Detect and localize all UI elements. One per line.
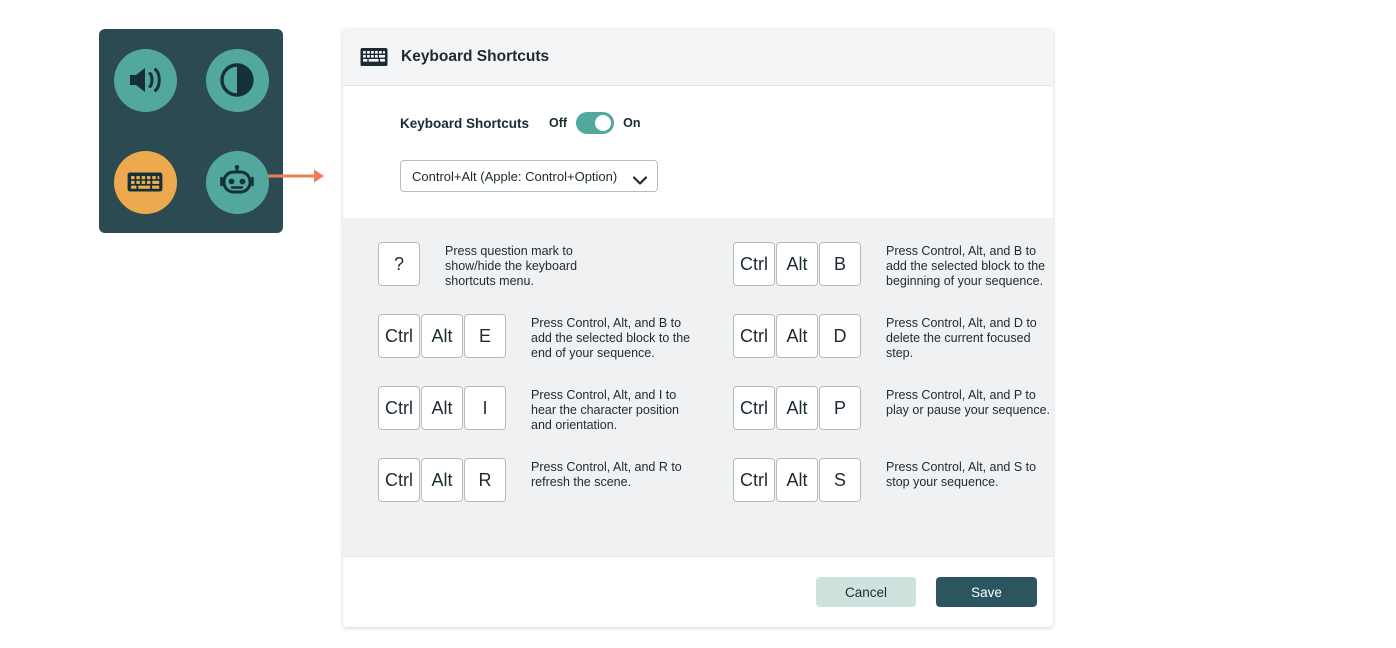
key-cap: Ctrl — [733, 242, 775, 286]
shortcut-item — [378, 458, 698, 506]
keyboard-shortcuts-toggle-row — [400, 112, 1053, 134]
shortcut-description: Press Control, Alt, and S to stop your sequence. — [886, 460, 1037, 489]
key-cap: Ctrl — [733, 458, 775, 502]
dialog-footer — [343, 556, 1053, 627]
chevron-down-icon — [633, 172, 647, 181]
keyboard-icon — [360, 47, 388, 67]
toggle-on-label: On — [623, 116, 641, 130]
shortcut-keys — [733, 314, 861, 358]
key-cap: R — [464, 458, 506, 502]
key-cap: P — [819, 386, 861, 430]
shortcut-description: Press Control, Alt, and P to play or pause your sequence. — [886, 388, 1050, 417]
switch-knob — [595, 115, 611, 131]
volume-button[interactable] — [114, 49, 177, 112]
key-cap: Alt — [776, 386, 818, 430]
modifier-key-select[interactable] — [400, 160, 658, 192]
shortcut-item — [378, 242, 698, 290]
shortcuts-list-area — [343, 218, 1053, 556]
key-cap: Ctrl — [378, 458, 420, 502]
key-cap: Alt — [421, 386, 463, 430]
shortcut-description: Press Control, Alt, and R to refresh the scene. — [531, 460, 682, 489]
shortcut-description: Press Control, Alt, and I to hear the character position and orientation. — [531, 388, 680, 432]
shortcut-description: Press Control, Alt, and D to delete the current focused step. — [886, 316, 1037, 360]
modifier-key-select-value: Control+Alt (Apple: Control+Option) — [412, 168, 618, 184]
shortcut-keys — [378, 386, 506, 430]
key-cap: Alt — [776, 314, 818, 358]
shortcut-keys — [378, 242, 420, 286]
shortcut-item — [378, 314, 698, 362]
pointer-arrow-icon — [268, 168, 328, 184]
dialog-title: Keyboard Shortcuts — [401, 48, 550, 65]
shortcut-keys — [733, 458, 861, 502]
character-button[interactable] — [206, 151, 269, 214]
keyboard-shortcuts-dialog — [343, 29, 1053, 627]
shortcut-keys — [733, 386, 861, 430]
shortcuts-column-left — [343, 242, 698, 530]
keyboard-shortcuts-switch[interactable] — [576, 112, 614, 134]
save-button[interactable]: Save — [936, 577, 1037, 607]
key-cap: D — [819, 314, 861, 358]
cancel-button[interactable]: Cancel — [816, 577, 916, 607]
key-cap: S — [819, 458, 861, 502]
key-cap: Alt — [421, 458, 463, 502]
shortcut-item — [733, 242, 1053, 290]
key-cap: E — [464, 314, 506, 358]
key-cap: Ctrl — [378, 314, 420, 358]
shortcut-item — [733, 458, 1053, 506]
key-cap: Alt — [421, 314, 463, 358]
volume-icon — [126, 64, 164, 96]
robot-icon — [219, 165, 255, 199]
shortcut-keys — [378, 314, 506, 358]
key-cap: Alt — [776, 242, 818, 286]
key-cap: Alt — [776, 458, 818, 502]
shortcut-description: Press Control, Alt, and B to add the selected block to the end of your sequence. — [531, 316, 691, 360]
shortcut-description: Press question mark to show/hide the keyboard shortcuts menu. — [445, 244, 578, 288]
toggle-off-label: Off — [549, 116, 568, 130]
contrast-button[interactable] — [206, 49, 269, 112]
shortcut-keys — [378, 458, 506, 502]
keyboard-shortcuts-button[interactable] — [114, 151, 177, 214]
key-cap: Ctrl — [733, 386, 775, 430]
dialog-settings-section — [343, 86, 1053, 218]
dialog-header — [343, 29, 1053, 86]
key-cap: I — [464, 386, 506, 430]
shortcut-item — [733, 314, 1053, 362]
shortcuts-column-right — [698, 242, 1053, 530]
shortcut-item — [378, 386, 698, 434]
accessibility-icon-panel — [99, 29, 283, 233]
keyboard-icon — [126, 169, 164, 195]
key-cap: Ctrl — [378, 386, 420, 430]
shortcut-description: Press Control, Alt, and B to add the selected block to the beginning of your sequence. — [886, 244, 1046, 288]
contrast-icon — [220, 63, 254, 97]
key-cap: B — [819, 242, 861, 286]
shortcut-keys — [733, 242, 861, 286]
key-cap: Ctrl — [733, 314, 775, 358]
key-cap: ? — [378, 242, 420, 286]
shortcut-item — [733, 386, 1053, 434]
toggle-label: Keyboard Shortcuts — [400, 115, 530, 131]
